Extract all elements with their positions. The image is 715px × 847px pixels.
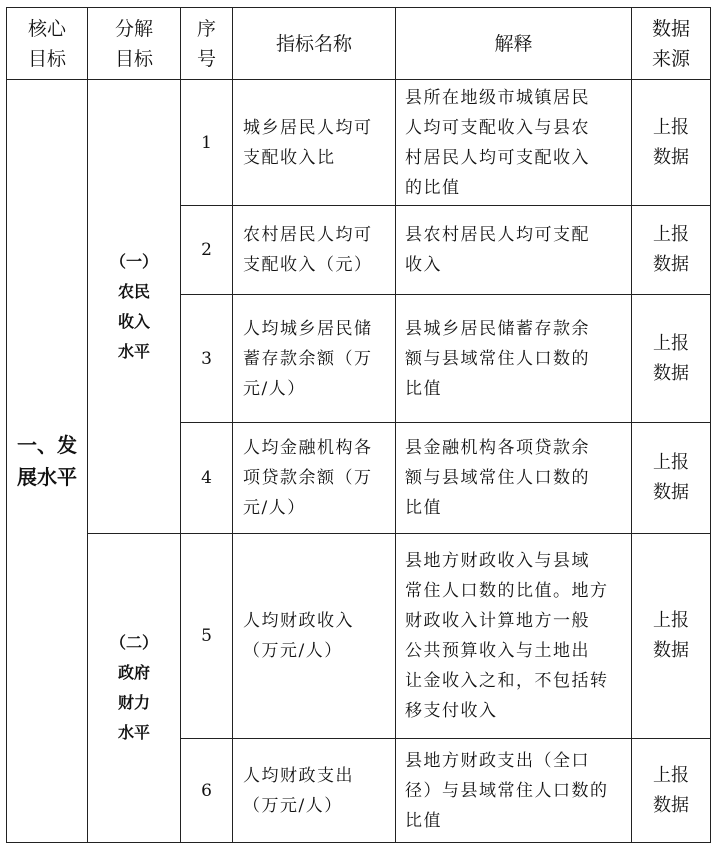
source-cell: 上报 数据 xyxy=(632,295,711,423)
explanation-cell: 县城乡居民储蓄存款余 额与县域常住人口数的 比值 xyxy=(396,295,632,423)
header-explanation: 解释 xyxy=(396,8,632,80)
source-cell: 上报 数据 xyxy=(632,206,711,295)
header-core-goal: 核心 目标 xyxy=(7,8,88,80)
header-sub-goal: 分解 目标 xyxy=(88,8,181,80)
indicator-name-cell: 人均城乡居民储 蓄存款余额（万 元/人） xyxy=(233,295,396,423)
header-source: 数据 来源 xyxy=(632,8,711,80)
explanation-cell: 县地方财政收入与县域 常住人口数的比值。地方 财政收入计算地方一般 公共预算收入与土地出 让金收入之和，不包括转 移支付收入 xyxy=(396,534,632,739)
explanation-cell: 县所在地级市城镇居民 人均可支配收入与县农 村居民人均可支配收入 的比值 xyxy=(396,80,632,206)
source-cell: 上报 数据 xyxy=(632,80,711,206)
indicator-name-cell: 农村居民人均可 支配收入（元） xyxy=(233,206,396,295)
indicator-name-cell: 人均金融机构各 项贷款余额（万 元/人） xyxy=(233,423,396,534)
indicator-name-cell: 人均财政支出 （万元/人） xyxy=(233,739,396,843)
seq-cell: 6 xyxy=(181,739,233,843)
seq-cell: 4 xyxy=(181,423,233,534)
seq-cell: 2 xyxy=(181,206,233,295)
header-name: 指标名称 xyxy=(233,8,396,80)
seq-cell: 3 xyxy=(181,295,233,423)
indicator-name-cell: 城乡居民人均可 支配收入比 xyxy=(233,80,396,206)
table-row xyxy=(7,534,711,739)
core-goal-cell: 一、发 展水平 xyxy=(7,80,88,843)
seq-cell: 1 xyxy=(181,80,233,206)
sub-goal-cell: （一） 农民 收入 水平 xyxy=(88,80,181,534)
table-row xyxy=(7,80,711,206)
explanation-cell: 县金融机构各项贷款余 额与县域常住人口数的 比值 xyxy=(396,423,632,534)
source-cell: 上报 数据 xyxy=(632,534,711,739)
source-cell: 上报 数据 xyxy=(632,739,711,843)
explanation-cell: 县农村居民人均可支配 收入 xyxy=(396,206,632,295)
indicator-table xyxy=(6,7,711,843)
explanation-cell: 县地方财政支出（全口 径）与县域常住人口数的 比值 xyxy=(396,739,632,843)
source-cell: 上报 数据 xyxy=(632,423,711,534)
header-row xyxy=(7,8,711,80)
seq-cell: 5 xyxy=(181,534,233,739)
sub-goal-cell: （二） 政府 财力 水平 xyxy=(88,534,181,843)
indicator-name-cell: 人均财政收入 （万元/人） xyxy=(233,534,396,739)
header-seq: 序 号 xyxy=(181,8,233,80)
